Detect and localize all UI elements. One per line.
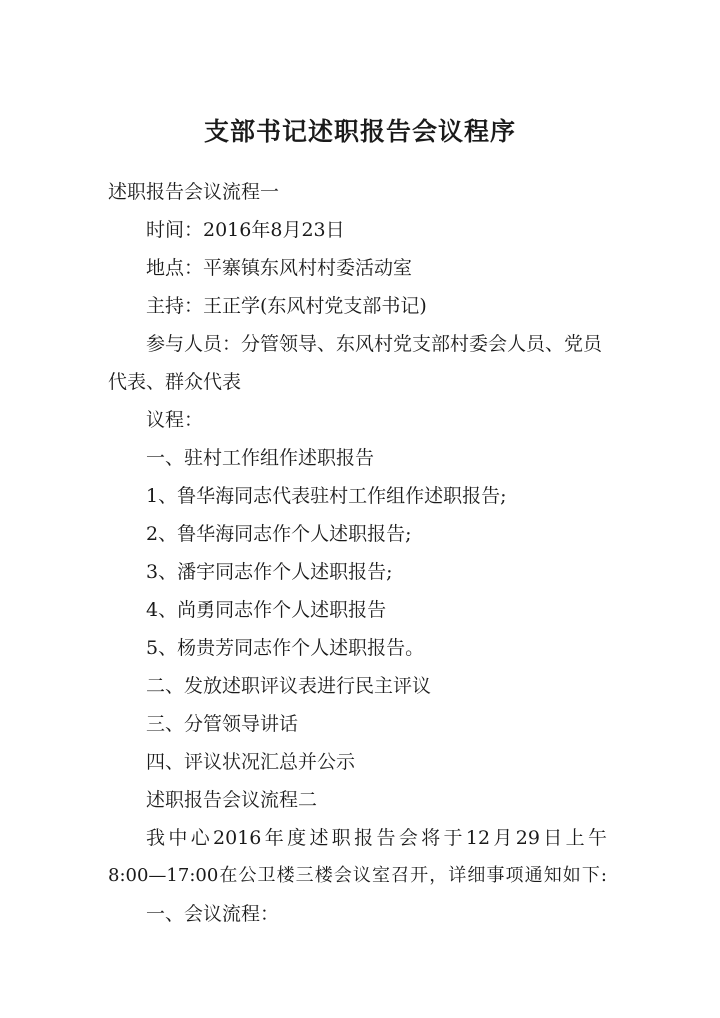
meeting-host: 主持：王正学(东风村党支部书记) bbox=[146, 295, 427, 317]
document-title: 支部书记述职报告会议程序 bbox=[203, 117, 516, 146]
agenda-item-1: 一、驻村工作组作述职报告 bbox=[146, 447, 375, 469]
meeting-process-heading: 一、会议流程： bbox=[146, 903, 280, 925]
meeting-location: 地点：平寨镇东风村村委活动室 bbox=[146, 257, 413, 279]
participants-line-2: 代表、群众代表 bbox=[108, 371, 242, 393]
section-heading-1: 述职报告会议流程一 bbox=[108, 181, 280, 203]
agenda-subitem-4: 4、尚勇同志作个人述职报告 bbox=[146, 599, 387, 621]
agenda-subitem-1: 1、鲁华海同志代表驻村工作组作述职报告; bbox=[146, 485, 507, 507]
agenda-subitem-5: 5、杨贵芳同志作个人述职报告。 bbox=[146, 637, 425, 659]
agenda-item-3: 三、分管领导讲话 bbox=[146, 713, 299, 735]
agenda-subitem-3: 3、潘宇同志作个人述职报告; bbox=[146, 561, 393, 583]
agenda-item-4: 四、评议状况汇总并公示 bbox=[146, 751, 356, 773]
section-heading-2: 述职报告会议流程二 bbox=[146, 789, 318, 811]
notice-paragraph-line-2: 8:00—17:00在公卫楼三楼会议室召开，详细事项通知如下: bbox=[108, 865, 607, 886]
notice-paragraph-line-1: 我中心2016年度述职报告会将于12月29日上午 bbox=[146, 827, 607, 849]
participants-line-1: 参与人员：分管领导、东风村党支部村委会人员、党员 bbox=[146, 333, 603, 355]
meeting-time: 时间：2016年8月23日 bbox=[146, 219, 345, 241]
agenda-label: 议程： bbox=[146, 409, 204, 431]
agenda-subitem-2: 2、鲁华海同志作个人述职报告; bbox=[146, 523, 412, 545]
agenda-item-2: 二、发放述职评议表进行民主评议 bbox=[146, 675, 432, 697]
